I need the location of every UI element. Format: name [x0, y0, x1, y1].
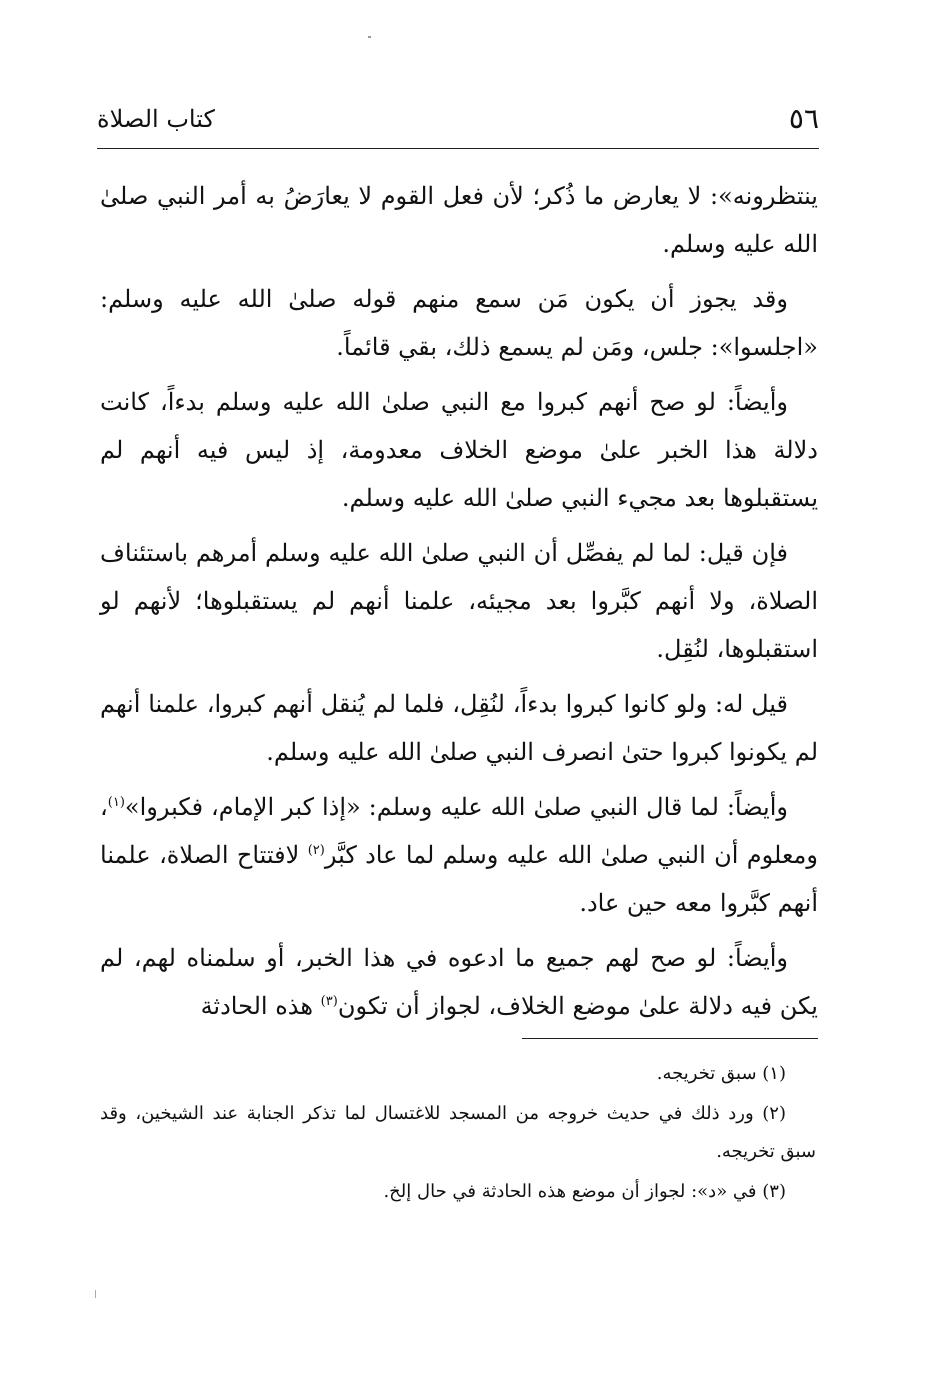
footnotes — [100, 1055, 816, 1213]
paragraph-text: هذه الحادثة — [200, 992, 321, 1020]
footnote-rule — [522, 1038, 818, 1039]
footnote-ref: (٣) — [320, 994, 338, 1009]
paragraph-text: لافتتاح الصلاة، علمنا أنهم كبَّروا معه حين عاد. — [100, 841, 818, 917]
main-text — [100, 172, 818, 1037]
paragraph: قيل له: ولو كانوا كبروا بدءاً، لنُقِل، فلما لم يُنقل أنهم كبروا، علمنا أنهم لم يكونوا كبروا حتىٰ انصرف النبي صلىٰ الله عليه وسلم. — [100, 690, 818, 766]
footnote: (١) سبق تخريجه. — [656, 1063, 786, 1084]
paragraph: وأيضاً: لو صح أنهم كبروا مع النبي صلىٰ الله عليه وسلم بدءاً، كانت دلالة هذا الخبر علىٰ موضع الخلاف معدومة، إذ ليس فيه أنهم لم يستقبلوها بعد مجيء النبي صلىٰ الله عليه وسلم. — [100, 388, 818, 512]
scan-speck — [368, 36, 371, 38]
footnote: (٣) في «د»: لجواز أن موضع هذه الحادثة في حال إلخ. — [383, 1181, 786, 1202]
paragraph — [100, 783, 818, 927]
scan-speck — [95, 1290, 96, 1298]
paragraph — [100, 934, 818, 1030]
paragraph-text: وأيضاً: لما قال النبي صلىٰ الله عليه وسلم: «إذا كبر الإمام، فكبروا» — [124, 793, 788, 821]
page-header — [97, 98, 819, 142]
paragraph-text: ، ومعلوم أن النبي صلىٰ الله عليه وسلم لما عاد كبَّر — [100, 793, 819, 869]
footnote: (٢) ورد ذلك في حديث خروجه من المسجد للاغتسال لما تذكر الجنابة عند الشيخين، وقد سبق تخريجه. — [100, 1103, 816, 1162]
running-title: كتاب الصلاة — [97, 105, 215, 133]
paragraph: ينتظرونه»: لا يعارض ما ذُكر؛ لأن فعل القوم لا يعارَضُ به أمر النبي صلىٰ الله عليه وسلم. — [100, 182, 818, 258]
paragraph-text: وأيضاً: لو صح لهم جميع ما ادعوه في هذا الخبر، أو سلمناه لهم، لم يكن فيه دلالة علىٰ موضع الخلاف، لجواز أن تكون — [100, 944, 818, 1020]
paragraph: فإن قيل: لما لم يفصِّل أن النبي صلىٰ الله عليه وسلم أمرهم باستئناف الصلاة، ولا أنهم كبَّروا بعد مجيئه، علمنا أنهم لم يستقبلوها؛ لأنهم لو استقبلوها، لنُقِل. — [100, 539, 818, 663]
footnote-ref: (٢) — [307, 843, 325, 858]
header-rule — [97, 148, 819, 149]
page-number: ٥٦ — [788, 102, 819, 135]
paragraph: وقد يجوز أن يكون مَن سمع منهم قوله صلىٰ الله عليه وسلم: «اجلسوا»: جلس، ومَن لم يسمع ذلك، بقي قائماً. — [100, 285, 818, 361]
footnote-ref: (١) — [107, 795, 125, 810]
